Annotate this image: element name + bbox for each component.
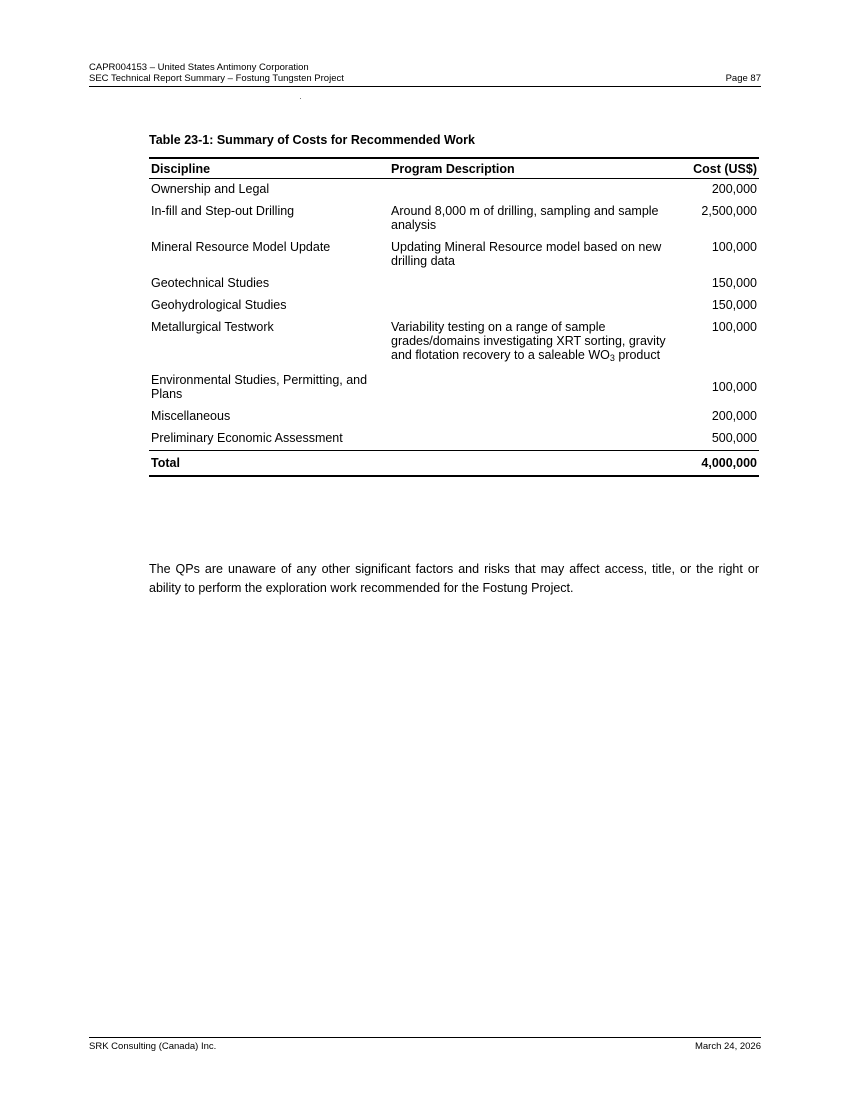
cell-discipline: Environmental Studies, Permitting, and Plans xyxy=(151,373,368,401)
page-header xyxy=(89,62,761,87)
footer-date: March 24, 2026 xyxy=(694,1041,761,1052)
column-header-description: Program Description xyxy=(389,158,683,179)
cell-description xyxy=(389,428,683,451)
cost-table xyxy=(149,157,759,477)
cell-discipline: In-fill and Step-out Drilling xyxy=(151,204,295,218)
cell-description xyxy=(389,295,683,317)
table-row xyxy=(149,273,759,295)
table-row xyxy=(149,237,759,273)
header-line-2 xyxy=(89,73,761,84)
table-row xyxy=(149,428,759,451)
table-row xyxy=(149,179,759,202)
total-cost: 4,000,000 xyxy=(683,451,759,477)
cell-cost: 200,000 xyxy=(711,182,757,196)
table-row xyxy=(149,201,759,237)
total-label: Total xyxy=(149,451,389,477)
cell-description xyxy=(389,317,683,370)
description-text-end: product xyxy=(614,348,661,362)
cell-description: Updating Mineral Resource model based on new drilling data xyxy=(391,240,662,268)
cell-cost: 150,000 xyxy=(711,298,757,312)
description-text: Variability testing on a range of sample grades/domains investigating XRT sorting, gravity and flotation recovery to a saleable WO xyxy=(391,320,666,362)
cell-description xyxy=(389,370,683,406)
cell-cost: 150,000 xyxy=(711,276,757,290)
table-row xyxy=(149,295,759,317)
column-header-cost: Cost (US$) xyxy=(683,158,759,179)
table-row xyxy=(149,370,759,406)
cell-cost: 100,000 xyxy=(711,320,757,334)
cell-cost: 500,000 xyxy=(711,431,757,445)
cell-discipline: Geotechnical Studies xyxy=(151,276,270,290)
table-total-row xyxy=(149,451,759,477)
cell-discipline: Geohydrological Studies xyxy=(151,298,287,312)
header-report-title: SEC Technical Report Summary – Fostung Tungsten Project xyxy=(89,73,344,84)
cell-description xyxy=(389,273,683,295)
table-header-row xyxy=(149,158,759,179)
cell-cost: 100,000 xyxy=(711,380,757,394)
cell-discipline: Preliminary Economic Assessment xyxy=(151,431,343,445)
stray-mark xyxy=(300,98,301,99)
cell-discipline: Ownership and Legal xyxy=(151,182,270,196)
footer-company: SRK Consulting (Canada) Inc. xyxy=(89,1041,217,1052)
cell-cost: 2,500,000 xyxy=(701,204,757,218)
page-number: Page 87 xyxy=(725,73,761,84)
cell-discipline: Mineral Resource Model Update xyxy=(151,240,331,254)
column-header-discipline: Discipline xyxy=(149,158,389,179)
cell-description: Around 8,000 m of drilling, sampling and sample analysis xyxy=(391,204,659,232)
cell-cost: 100,000 xyxy=(711,240,757,254)
cell-description xyxy=(389,406,683,428)
cell-description xyxy=(389,179,683,202)
table-row xyxy=(149,406,759,428)
table-caption: Table 23-1: Summary of Costs for Recommended Work xyxy=(149,133,476,147)
header-line-1: CAPR004153 – United States Antimony Corporation xyxy=(89,62,309,73)
table-row xyxy=(149,317,759,370)
page-footer xyxy=(89,1037,761,1052)
cell-discipline: Miscellaneous xyxy=(151,409,231,423)
subscript-text: 3 xyxy=(609,353,615,363)
cell-cost: 200,000 xyxy=(711,409,757,423)
total-empty-cell xyxy=(389,451,683,477)
body-paragraph: The QPs are unaware of any other significant factors and risks that may affect access, title, or the right or ability to perform the exploration work recommended for the Fostung Project. xyxy=(149,562,759,595)
cell-discipline: Metallurgical Testwork xyxy=(151,320,274,334)
